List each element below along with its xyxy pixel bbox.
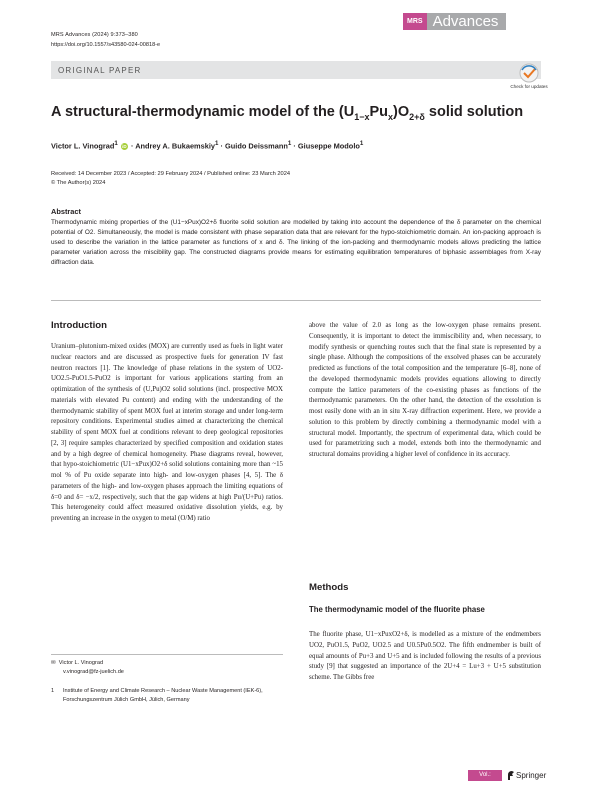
logo-mrs-text: MRS (403, 13, 427, 30)
introduction-text-col1: Uranium–plutonium-mixed oxides (MOX) are currently used as fuels in light water nuclear reactors and are discussed as prospective fuels for generation IV fast neutron reactors [1]. The knowledge of phase relations in the system of UO2-UO2.5-PuO1.5-PuO2 is important for various applications starting from an optimization of the synthesis of (U,Pu)O2 solid solutions (incl. prospective MOX materials with elevated Pu content) and ending with the understanding of the thermodynamic stability of spent MOX fuel at interim storage and under long-term repository conditions. Experimental studies aimed at characterizing the chemical stability of spent MOX fuel at conditions relevant to deep geological repositories [2, 3] require samples characterized by specified composition and oxidation states and by a high degree of chemical homogeneity. Phase diagrams reveal, however, that hypo-stoichiometric (U1−xPux)O2+δ solid solutions containing more than ~15 mol % of Pu oxide separate into high- and low-oxygen phases [4, 5]. The δ parameters of the high- and low-oxygen phases approach the limiting equations of δ=0 and δ= −x/2, respectively, such that the gap widens at high Pu/(U+Pu) ratios. This heterogeneity could affect measured oxidative dissolution yields, e.g. by preventing an increase in the oxygen to metal (O/M) ratio (51, 343, 283, 522)
article-type-label: ORIGINAL PAPER (58, 66, 142, 75)
author-list: Victor L. Vinograd$^1$ iD · Andrey A. Bukaemskiy$^1$ · Guido Deissmann$^1$ · Giuseppe Modolo$^1$ (51, 140, 364, 151)
doi-link[interactable]: https://doi.org/10.1557/s43580-024-00818-e (51, 42, 161, 48)
author-name[interactable]: Giuseppe Modolo (297, 141, 360, 151)
affiliation-text: Institute of Energy and Climate Research – Nuclear Waste Management (IEK-6), Forschungszentrum Jülich GmbH, Jülich, Germany (63, 688, 263, 703)
abstract-text: Thermodynamic mixing properties of the (U1−xPux)O2+δ fluorite solid solution are modelled by taking into account the dependence of the δ parameter on the chemical potential of O2. Simultaneously, the model is made consistent with phase separation data that are relevant for the hypo-stoichiometric domain. An ion-packing approach is used to describe the variation in the lattice parameter as functions of x and δ. The linking of the ion-packing and thermodynamic models allows predicting the lattice parameter variation across the miscibility gap. The constructed diagrams provide means for estimating equilibration temperatures of biphasic assemblages from X-ray diffraction data. (51, 219, 541, 266)
journal-logo (403, 13, 506, 30)
journal-citation: MRS Advances (2024) 9:373–380 (51, 32, 138, 38)
footnote-divider (51, 654, 283, 655)
abstract-heading: Abstract (51, 207, 81, 216)
orcid-icon[interactable]: iD (122, 144, 127, 150)
page-volume-bar: Vol.:(0123456789) (468, 772, 506, 789)
author-name[interactable]: Andrey A. Bukaemskiy (135, 141, 216, 151)
logo-advances-text: Advances (427, 13, 507, 30)
copyright-line: © The Author(s) 2024 (51, 180, 106, 186)
springer-horse-icon (506, 770, 515, 781)
methods-heading: Methods (309, 582, 349, 593)
article-title: A structural-thermodynamic model of the $(U_{1-x}Pu_x)O_{2+\delta}$ solid solution (51, 104, 524, 122)
methods-text: The fluorite phase, U1−xPuxO2+δ, is modelled as a mixture of the endmembers UO2, PuO1.5, PuO2, UO2.5 and U0.5Pu0.5O2. The fifth endmember is built of equal amounts of Pu+3 and U+5 and is included following the results of a previous study [9] that suggested an importance of the 2U+4 = Lu+3 + U+5 substitution scheme. The Gibbs free (309, 631, 541, 681)
affiliation-number: 1 (51, 688, 55, 694)
introduction-heading: Introduction (51, 320, 107, 331)
affiliation (51, 687, 283, 704)
corresponding-author (51, 659, 124, 676)
envelope-icon: ✉ (51, 660, 56, 666)
check-for-updates-icon[interactable] (512, 62, 546, 96)
publisher-name: Springer (516, 771, 547, 780)
corresponding-author-name: Victor L. Vinograd (58, 660, 104, 666)
abstract-divider (51, 300, 541, 301)
author-name[interactable]: Guido Deissmann (225, 141, 288, 151)
corresponding-author-email[interactable]: v.vinograd@fz-juelich.de (63, 668, 124, 675)
dates-line: Received: 14 December 2023 / Accepted: 29 February 2024 / Published online: 23 March 2024 (51, 171, 291, 177)
author-name[interactable]: Victor L. Vinograd (51, 141, 115, 151)
publication-dates (51, 170, 290, 188)
introduction-text-col2: above the value of 2.0 as long as the low-oxygen phase remains present. Consequently, it is important to detect the immiscibility and, when necessary, to modify synthesis or quenching routes such that the final state is represented by a single phase. Although the compositions of the exsolved phases can be accurately predicted as functions of the total composition and the temperature [6–8], none of the developed thermodynamic models provides equations allowing to directly compute the lattice parameters of the co-existing phases as functions of the thermodynamic parameters. On the other hand, the detection of the exsolution is most easily done with an in situ X-ray diffraction experiment. Here, we provide a solution to this problem by directly combining a thermodynamic model with a structural model. Importantly, the spectrum of experimental data, which could be used for parametrizing such a model, extends both into the thermodynamic and structural domains providing a higher level of confidence in its accuracy. (309, 322, 541, 458)
check-for-updates-label[interactable]: Check for updates (510, 84, 548, 89)
thermodynamic-model-subheading: The thermodynamic model of the fluorite phase (309, 605, 485, 614)
